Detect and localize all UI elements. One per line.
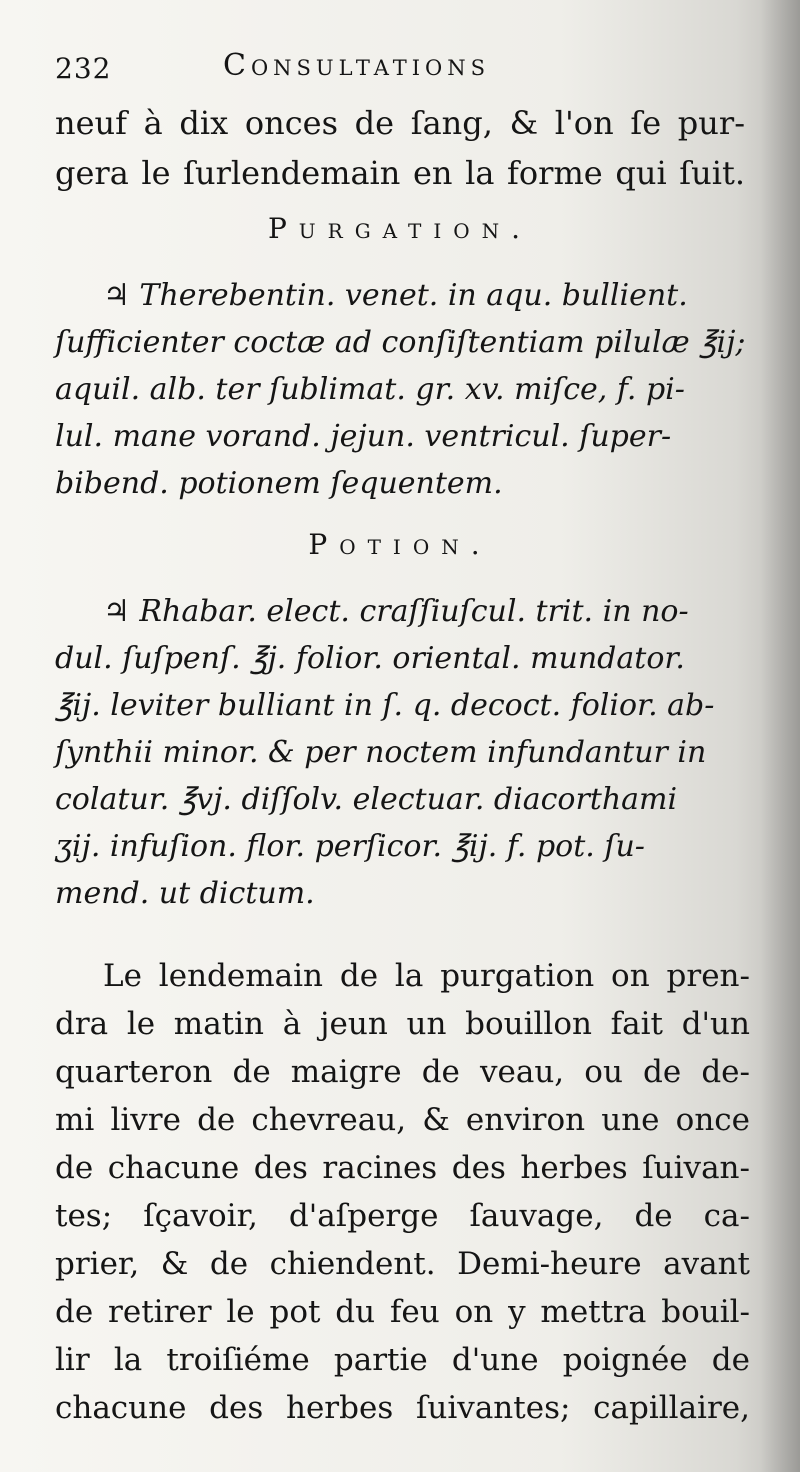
- text-line: aquil. alb. ter ſublimat. gr. xv. miſce, f. pi-: [55, 372, 685, 407]
- purgation-prescription: [55, 272, 755, 507]
- text-line: mend. ut dictum.: [55, 876, 315, 911]
- text-line: bibend. potionem ſequentem.: [55, 466, 503, 501]
- text-line: lul. mane vorand. jejun. ventricul. ſuper-: [55, 419, 672, 454]
- running-header: [55, 48, 615, 88]
- text-line: quarteron de maigre de veau, ou de de-: [55, 1054, 750, 1090]
- text-line: tes; ſçavoir, d'aſperge ſauvage, de ca-: [55, 1198, 750, 1234]
- running-title: Consultations: [223, 48, 491, 83]
- body-paragraph: [55, 952, 750, 1432]
- page-number: 232: [55, 52, 112, 85]
- text-line: ℥ij. leviter bulliant in ſ. q. decoct. folior. ab-: [55, 688, 715, 723]
- text-line: Le lendemain de la purgation on pren-: [103, 958, 750, 994]
- text-line: dul. ſuſpenſ. ℥j. folior. oriental. mundator.: [55, 641, 685, 676]
- section-heading-purgation: Purgation.: [267, 212, 533, 245]
- potion-prescription: [55, 588, 755, 917]
- text-line: chacune des herbes ſuivantes; capillaire,: [55, 1390, 750, 1426]
- text-line: ʒij. infuſion. flor. perſicor. ℥ij. f. pot. ſu-: [55, 829, 645, 864]
- page-edge-shadow: [760, 0, 800, 1472]
- section-heading-potion: Potion.: [308, 528, 492, 561]
- text-line: ♃ Rhabar. elect. craſſiuſcul. trit. in no-: [103, 594, 689, 629]
- text-line: dra le matin à jeun un bouillon fait d'un: [55, 1006, 750, 1042]
- text-line: lir la troiſiéme partie d'une poignée de: [55, 1342, 750, 1378]
- opening-paragraph: [55, 98, 745, 198]
- text-line: de chacune des racines des herbes ſuivan-: [55, 1150, 750, 1186]
- text-line: ♃ Therebentin. venet. in aqu. bullient.: [103, 278, 688, 313]
- text-line: colatur. ℥vj. diſſolv. electuar. diacorthami: [55, 782, 678, 817]
- text-line: ſynthii minor. & per noctem infundantur in: [55, 735, 707, 770]
- text-line: gera le ſurlendemain en la forme qui ſuit.: [55, 154, 745, 192]
- text-line: prier, & de chiendent. Demi-heure avant: [55, 1246, 750, 1282]
- text-line: de retirer le pot du feu on y mettra bouil-: [55, 1294, 750, 1330]
- text-line: ſufficienter coctæ ad conſiſtentiam pilulæ ℥ij;: [55, 325, 746, 360]
- text-line: mi livre de chevreau, & environ une once: [55, 1102, 750, 1138]
- text-line: neuf à dix onces de ſang, & l'on ſe pur-: [55, 104, 745, 142]
